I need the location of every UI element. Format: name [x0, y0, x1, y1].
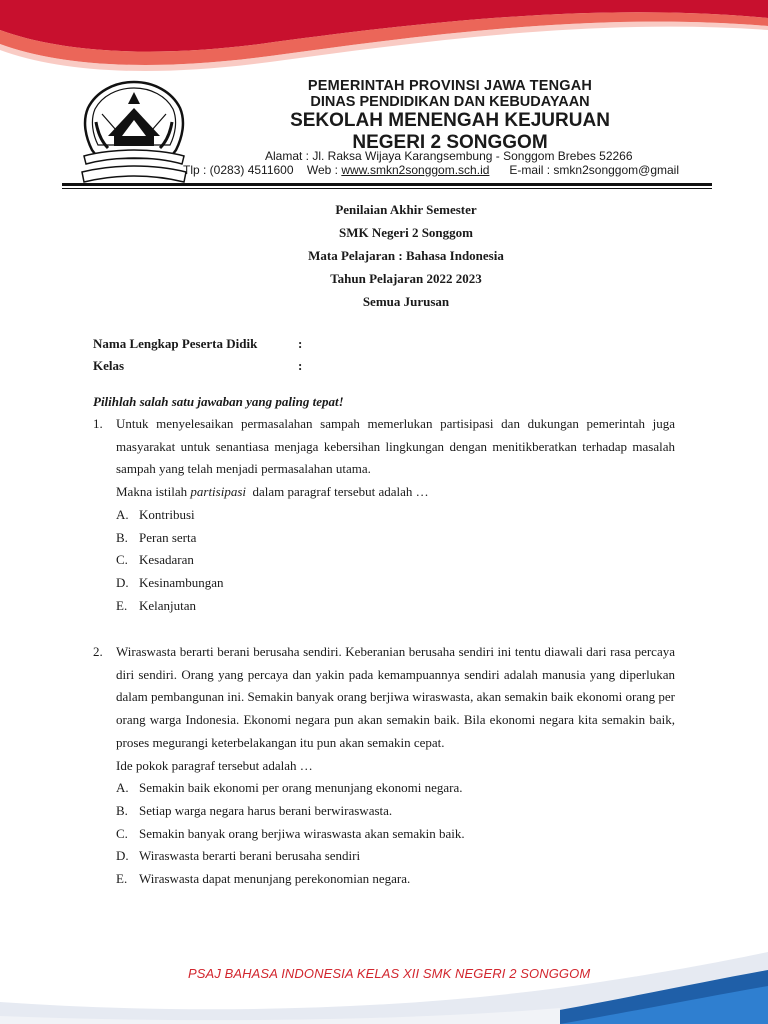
exam-year: Tahun Pelajaran 2022 2023	[330, 271, 482, 286]
letterhead-government-line: PEMERINTAH PROVINSI JAWA TENGAH	[307, 78, 593, 94]
answer-option-b[interactable]	[116, 527, 675, 550]
letterhead-department-line: DINAS PENDIDIKAN DAN KEBUDAYAAN	[310, 94, 590, 110]
name-colon: :	[298, 336, 303, 351]
exam-title: Penilaian Akhir Semester	[335, 202, 477, 217]
letterhead-school-name-line: NEGERI 2 SONGGOM	[352, 132, 548, 153]
instruction-text: Pilihlah salah satu jawaban yang paling tepat!	[93, 394, 344, 409]
letterhead-divider-thick	[62, 183, 712, 186]
school-address: Alamat : Jl. Raksa Wijaya Karangsembung - Songgom Brebes 52266	[265, 149, 633, 163]
option-text: Setiap warga negara harus berani berwiraswasta.	[139, 802, 393, 818]
question-prompt: Ide pokok paragraf tersebut adalah …	[116, 757, 313, 773]
option-text: Wiraswasta berarti berani berusaha sendiri	[139, 848, 361, 864]
footer-caption: PSAJ BAHASA INDONESIA KELAS XII SMK NEGERI 2 SONGGOM	[188, 966, 591, 981]
letterhead-contact	[180, 149, 740, 177]
option-letter: A.	[116, 506, 129, 522]
class-row	[93, 355, 302, 377]
option-text: Kesinambungan	[139, 574, 224, 590]
question-number: 2.	[93, 644, 103, 659]
letterhead	[180, 78, 720, 154]
question-paragraph: Untuk menyelesaikan permasalahan sampah memerlukan partisipasi dan dukungan pemerintah juga masyarakat untuk senantiasa menjaga kebersihan lingkungan dengan menitikberatkan terhadap masalah sampah yang telah menjadi permasalahan utama.	[116, 416, 675, 477]
exam-department: Semua Jurusan	[362, 294, 450, 309]
name-row	[93, 333, 302, 355]
exam-title-block	[100, 198, 712, 313]
answer-option-b[interactable]	[116, 800, 675, 823]
question-1	[93, 413, 675, 617]
option-text: Semakin baik ekonomi per orang menunjang ekonomi negara.	[139, 780, 463, 796]
answer-option-e[interactable]	[116, 868, 675, 891]
answer-option-d[interactable]	[116, 845, 675, 868]
question-number: 1.	[93, 416, 103, 431]
answer-option-a[interactable]	[116, 777, 675, 800]
option-text: Kelanjutan	[139, 597, 197, 613]
exam-school: SMK Negeri 2 Songgom	[339, 225, 473, 240]
option-text: Kesadaran	[139, 552, 194, 568]
option-text: Semakin banyak orang berjiwa wiraswasta akan semakin baik.	[139, 825, 465, 841]
question-paragraph: Wiraswasta berarti berani berusaha sendiri. Keberanian berusaha sendiri ini tentu diawali dari rasa percaya diri sendiri. Orang yang percaya dan yakin pada kemampuannya sendiri adalah manusia yang diperlukan dalam pembangunan ini. Semakin banyak orang berjiwa wiraswasta, akan semakin baik ekonomi orang per orang warga Indonesia. Ekonomi negara pun akan semakin baik. Bila ekonomi negara kita semakin baik, proses megurangi keterbelakangan itu pun akan semakin cepat.	[116, 644, 675, 750]
header-wave-decoration	[0, 0, 768, 80]
jawa-tengah-emblem-logo	[78, 78, 190, 186]
school-phone: Tlp : (0283) 4511600	[183, 163, 294, 177]
option-letter: C.	[116, 825, 128, 841]
class-label: Kelas	[93, 358, 125, 373]
option-letter: B.	[116, 529, 128, 545]
option-letter: D.	[116, 848, 129, 864]
name-label: Nama Lengkap Peserta Didik	[93, 336, 258, 351]
option-letter: C.	[116, 552, 128, 568]
class-colon: :	[298, 358, 303, 373]
question-2	[93, 641, 675, 891]
exam-subject: Mata Pelajaran : Bahasa Indonesia	[308, 248, 504, 263]
option-letter: E.	[116, 871, 128, 887]
prompt-text: Makna istilah	[116, 484, 191, 500]
answer-option-c[interactable]	[116, 549, 675, 572]
letterhead-divider-thin	[62, 188, 712, 189]
letterhead-school-type-line: SEKOLAH MENENGAH KEJURUAN	[290, 110, 610, 131]
question-prompt	[116, 481, 675, 504]
option-letter: E.	[116, 597, 128, 613]
prompt-text-end: dalam paragraf tersebut adalah …	[246, 484, 429, 500]
prompt-term: partisipasi	[190, 484, 247, 500]
web-label: Web :	[306, 163, 338, 177]
option-letter: B.	[116, 802, 128, 818]
school-email: E-mail : smkn2songgom@gmail	[509, 163, 679, 177]
student-identity	[93, 333, 302, 377]
school-website-link[interactable]: www.smkn2songgom.sch.id	[341, 163, 490, 177]
option-letter: A.	[116, 780, 129, 796]
option-text: Peran serta	[139, 529, 197, 545]
school-contact-line	[180, 163, 740, 177]
answer-option-d[interactable]	[116, 572, 675, 595]
option-text: Kontribusi	[139, 506, 195, 522]
option-letter: D.	[116, 574, 129, 590]
answer-option-c[interactable]	[116, 823, 675, 846]
answer-option-e[interactable]	[116, 595, 675, 618]
option-text: Wiraswasta dapat menunjang perekonomian negara.	[139, 871, 411, 887]
answer-option-a[interactable]	[116, 504, 675, 527]
